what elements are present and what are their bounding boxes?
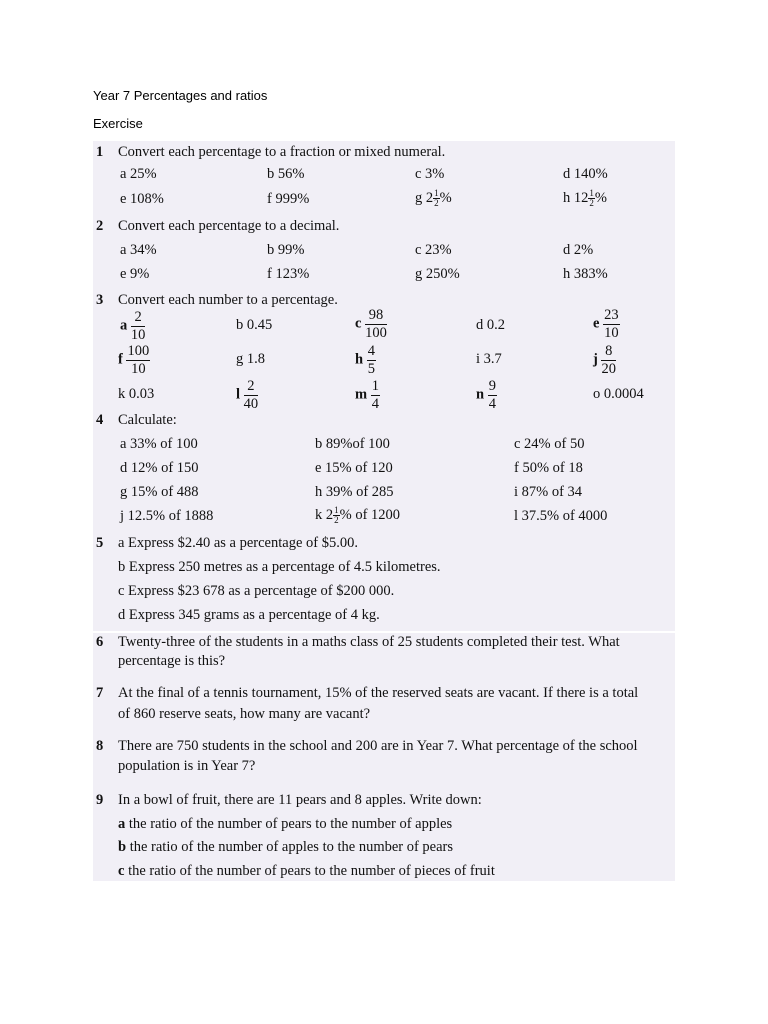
q2-item-d: d 2% [563, 242, 594, 258]
q6-number: 6 [96, 634, 104, 650]
q1-item-d: d 140% [563, 166, 608, 182]
q1-item-b: b 56% [267, 166, 305, 182]
q9-instruction: In a bowl of fruit, there are 11 pears and 8 apples. Write down: [118, 792, 482, 808]
q7-line-2: of 860 reserve seats, how many are vacant? [118, 706, 371, 722]
q4-number: 4 [96, 412, 104, 428]
q8-number: 8 [96, 738, 104, 754]
q3-item-f: f $\frac{100}{10}$ [118, 343, 150, 377]
q1-instruction: Convert each percentage to a fraction or mixed numeral. [118, 144, 446, 160]
q3-item-l: l $\frac{2}{40}$ [236, 378, 259, 412]
q3-item-h: h $\frac{4}{5}$ [355, 343, 375, 377]
q1-item-a: a 25% [120, 166, 157, 182]
q5-item-c: c Express $23 678 as a percentage of $200 000. [118, 583, 395, 599]
q5-item-a: a Express $2.40 as a percentage of $5.00. [118, 535, 358, 551]
q8-line-2: population is in Year 7? [118, 758, 256, 774]
q2-item-b: b 99% [267, 242, 305, 258]
q1-item-f: f 999% [267, 191, 310, 207]
q4-item-a: a 33% of 100 [120, 436, 198, 452]
q2-item-g: g 250% [415, 266, 460, 282]
q9-number: 9 [96, 792, 104, 808]
q2-number: 2 [96, 218, 104, 234]
q2-item-c: c 23% [415, 242, 452, 258]
q3-item-d: d 0.2 [476, 317, 505, 333]
q3-item-m: m $\frac{1}{4}$ [355, 378, 379, 412]
q2-item-e: e 9% [120, 266, 150, 282]
q9-item-c: c the ratio of the number of pears to the number of pieces of fruit [118, 863, 495, 879]
q3-item-n: n $\frac{9}{4}$ [476, 378, 496, 412]
q4-item-l: l 37.5% of 4000 [514, 508, 608, 524]
q5-item-d: d Express 345 grams as a percentage of 4 kg. [118, 607, 380, 623]
q7-line-1: At the final of a tennis tournament, 15% of the reserved seats are vacant. If there is a total [118, 685, 639, 701]
q2-item-a: a 34% [120, 242, 157, 258]
q9-item-b: b the ratio of the number of apples to the number of pears [118, 839, 454, 855]
q1-item-h: h 12 $\frac{1}{2}$ % [563, 188, 607, 208]
q2-item-h: h 383% [563, 266, 608, 282]
q3-item-j: j $\frac{8}{20}$ [593, 343, 616, 377]
q5-item-b: b Express 250 metres as a percentage of 4.5 kilometres. [118, 559, 441, 575]
q4-item-j: j 12.5% of 1888 [120, 508, 214, 524]
q1-item-c: c 3% [415, 166, 445, 182]
q4-instruction: Calculate: [118, 412, 177, 428]
q1-item-e: e 108% [120, 191, 164, 207]
q4-item-k: k 2 $\frac{1}{2}$ % of 1200 [315, 505, 401, 525]
exercise-panel-1 [93, 141, 675, 631]
q4-item-b: b 89%of 100 [315, 436, 390, 452]
q3-number: 3 [96, 292, 104, 308]
q3-instruction: Convert each number to a percentage. [118, 292, 338, 308]
q4-item-d: d 12% of 150 [120, 460, 199, 476]
q3-item-a: a $\frac{2}{10}$ [120, 309, 146, 343]
q3-item-k: k 0.03 [118, 386, 155, 402]
q4-item-i: i 87% of 34 [514, 484, 583, 500]
q4-item-e: e 15% of 120 [315, 460, 393, 476]
q6-line-2: percentage is this? [118, 653, 226, 669]
q7-number: 7 [96, 685, 104, 701]
q2-instruction: Convert each percentage to a decimal. [118, 218, 340, 234]
q4-item-g: g 15% of 488 [120, 484, 199, 500]
q8-line-1: There are 750 students in the school and 200 are in Year 7. What percentage of the school [118, 738, 638, 754]
q4-item-h: h 39% of 285 [315, 484, 394, 500]
q3-item-b: b 0.45 [236, 317, 273, 333]
exercise-heading: Exercise [93, 116, 143, 131]
q5-number: 5 [96, 535, 104, 551]
q9-item-a: a the ratio of the number of pears to the number of apples [118, 816, 453, 832]
document-title: Year 7 Percentages and ratios [93, 88, 268, 103]
exercise-panel-2 [93, 633, 675, 881]
q1-number: 1 [96, 144, 104, 160]
q3-item-o: o 0.0004 [593, 386, 644, 402]
q1-item-g: g 2 $\frac{1}{2}$ % [415, 188, 452, 208]
q2-item-f: f 123% [267, 266, 310, 282]
q3-item-g: g 1.8 [236, 351, 265, 367]
q4-item-f: f 50% of 18 [514, 460, 583, 476]
q3-item-c: c $\frac{98}{100}$ [355, 307, 387, 341]
q4-item-c: c 24% of 50 [514, 436, 585, 452]
q3-item-i: i 3.7 [476, 351, 502, 367]
q6-line-1: Twenty-three of the students in a maths class of 25 students completed their test. What [118, 634, 620, 650]
q3-item-e: e $\frac{23}{10}$ [593, 307, 619, 341]
